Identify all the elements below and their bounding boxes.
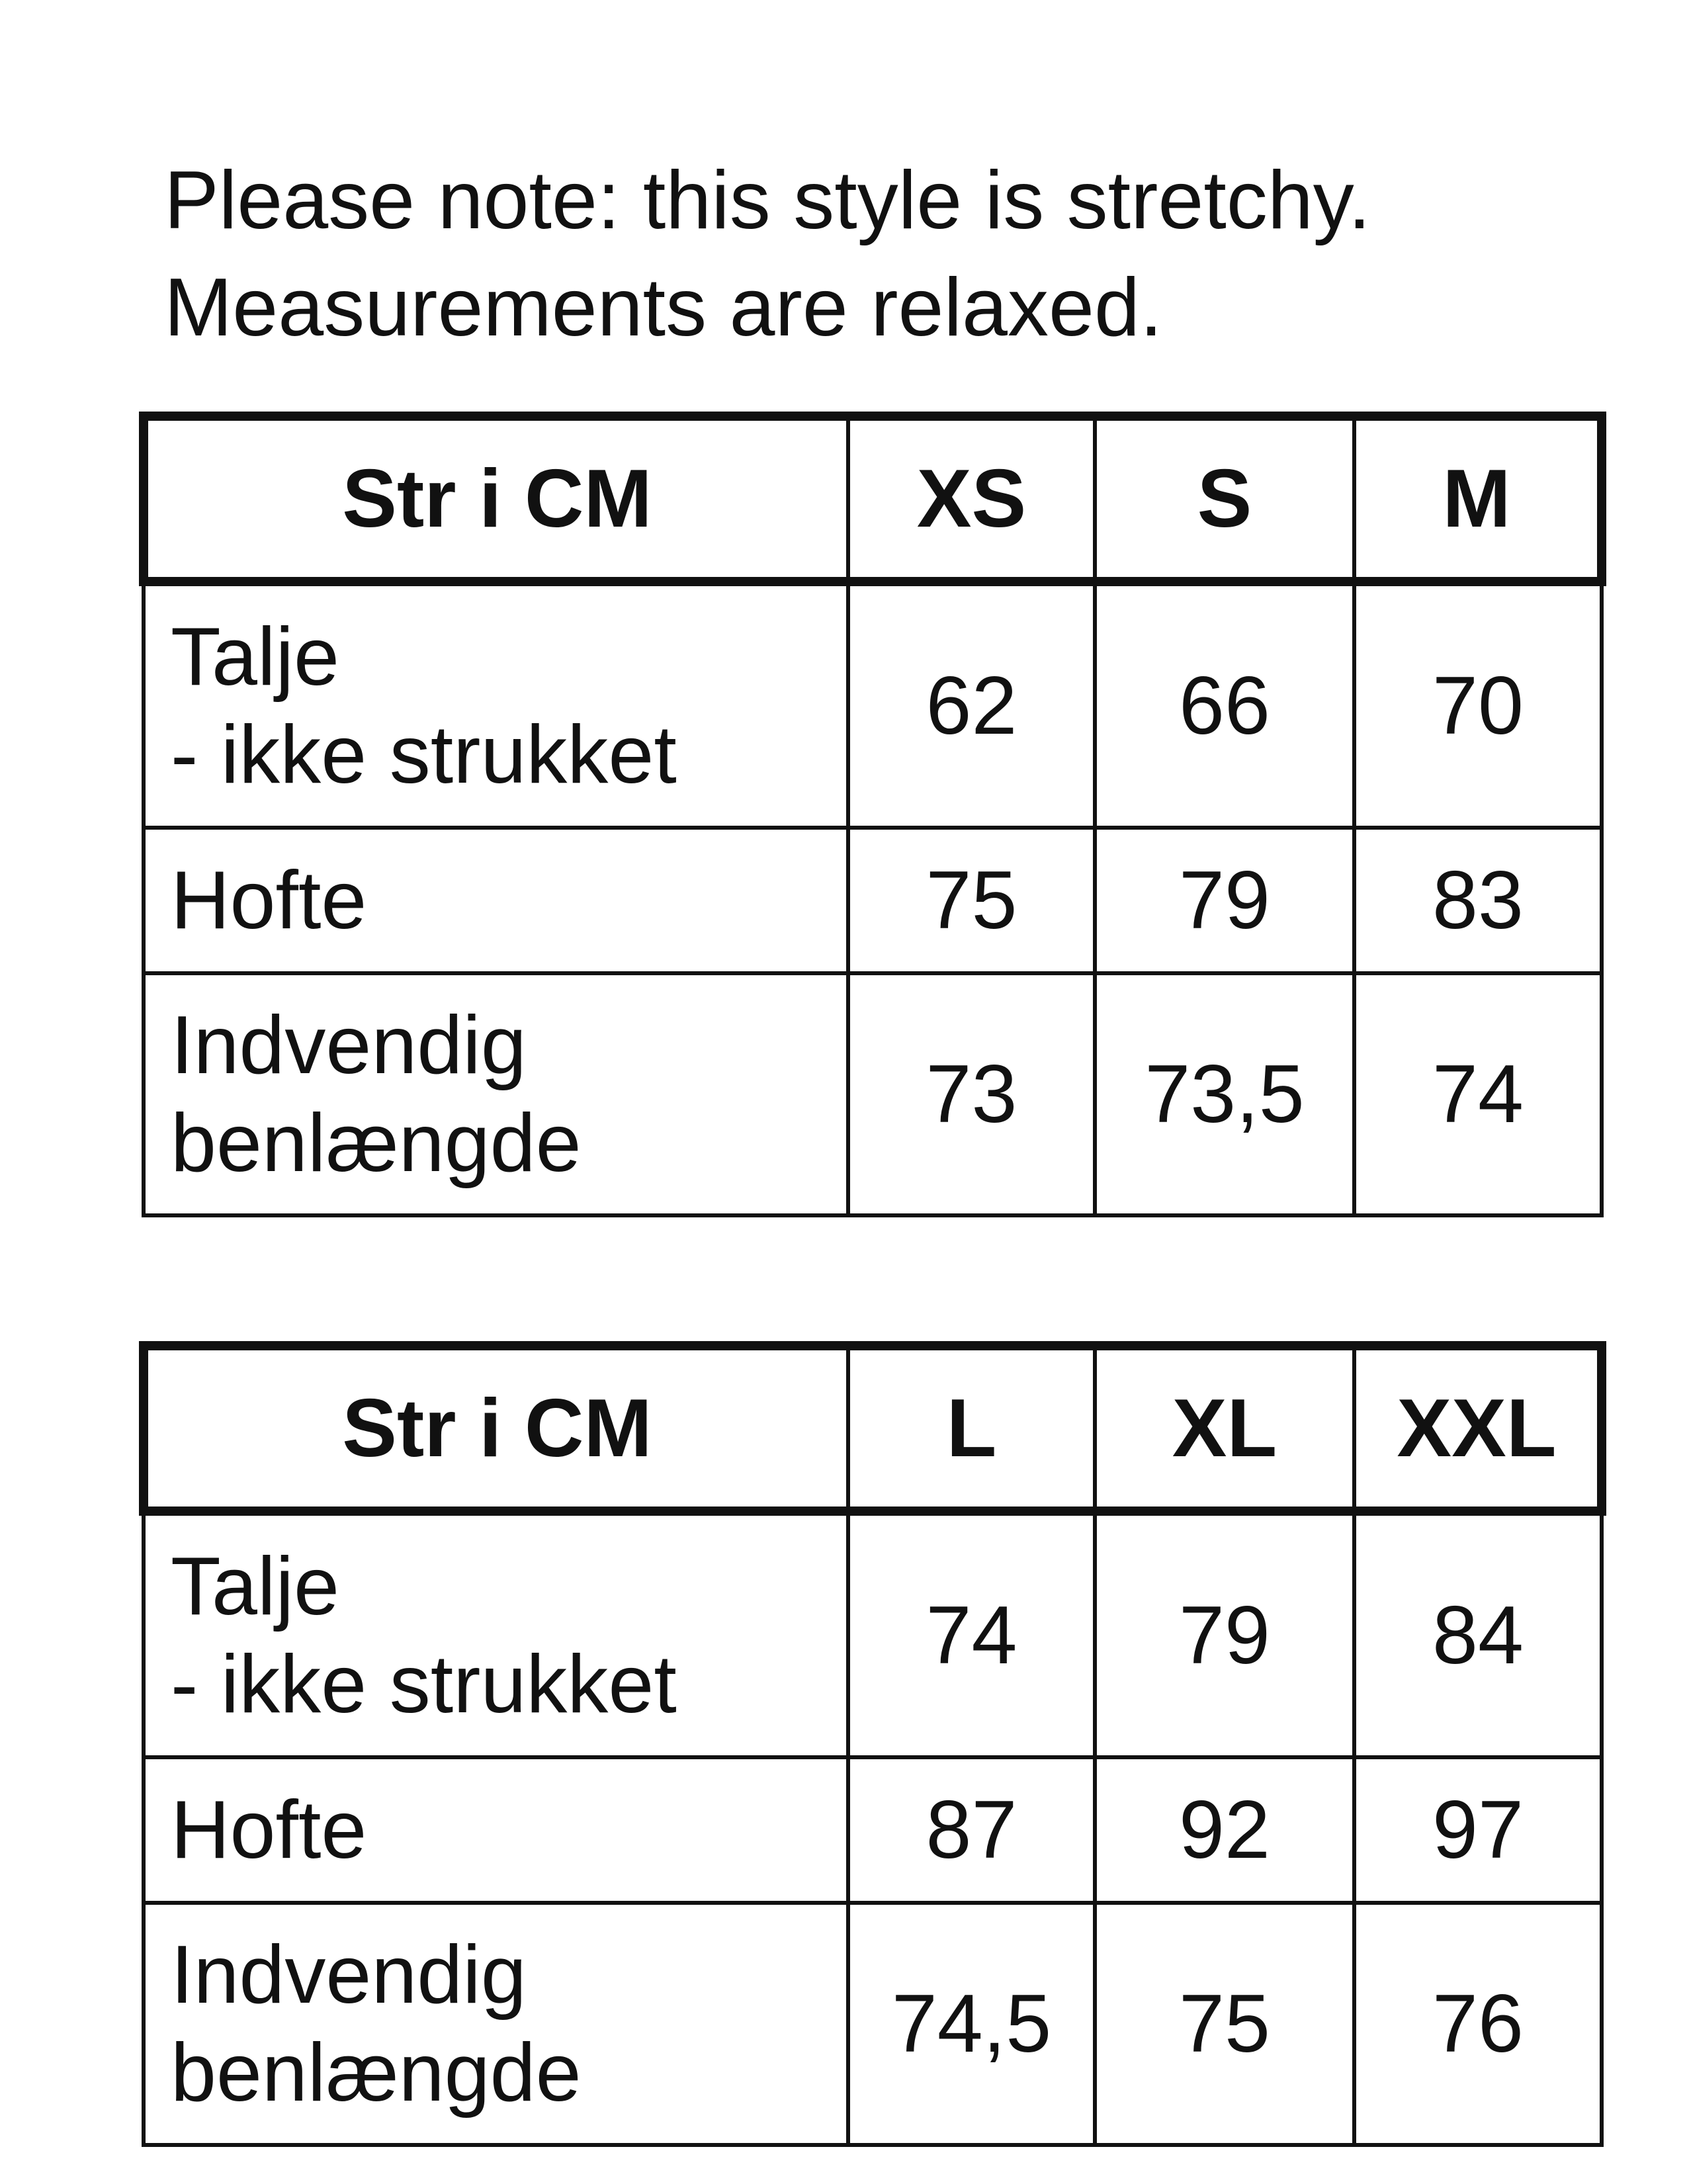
header-label-cell: Str i CM bbox=[144, 1346, 848, 1511]
row-label-cell bbox=[144, 1511, 848, 1757]
table-row bbox=[144, 582, 1602, 828]
row-label-cell bbox=[144, 1903, 848, 2145]
value-cell: 73,5 bbox=[1095, 973, 1354, 1215]
value-cell: 92 bbox=[1095, 1757, 1354, 1903]
value-cell: 97 bbox=[1354, 1757, 1602, 1903]
size-header-cell: L bbox=[848, 1346, 1095, 1511]
size-header-cell: XS bbox=[848, 416, 1095, 582]
value-cell: 74 bbox=[1354, 973, 1602, 1215]
size-table-2 bbox=[139, 1341, 1606, 2147]
value-cell: 83 bbox=[1354, 828, 1602, 973]
value-cell: 73 bbox=[848, 973, 1095, 1215]
table-row bbox=[144, 973, 1602, 1215]
value-cell: 66 bbox=[1095, 582, 1354, 828]
value-cell: 76 bbox=[1354, 1903, 1602, 2145]
table-header-row bbox=[144, 416, 1602, 582]
row-label-cell bbox=[144, 582, 848, 828]
size-table-1 bbox=[139, 412, 1606, 1217]
row-label-line: Hofte bbox=[171, 855, 367, 946]
table-row bbox=[144, 1511, 1602, 1757]
table-row bbox=[144, 1903, 1602, 2145]
size-header-cell: S bbox=[1095, 416, 1354, 582]
value-cell: 79 bbox=[1095, 828, 1354, 973]
row-label-line: Hofte bbox=[171, 1784, 367, 1876]
row-label-line: benlængde bbox=[171, 2027, 582, 2118]
value-cell: 74,5 bbox=[848, 1903, 1095, 2145]
size-header-cell: XL bbox=[1095, 1346, 1354, 1511]
row-label-line: Indvendig bbox=[171, 1000, 527, 1091]
row-label-line: Talje bbox=[171, 1541, 340, 1632]
value-cell: 79 bbox=[1095, 1511, 1354, 1757]
row-label-line: Indvendig bbox=[171, 1929, 527, 2021]
value-cell: 87 bbox=[848, 1757, 1095, 1903]
value-cell: 84 bbox=[1354, 1511, 1602, 1757]
value-cell: 74 bbox=[848, 1511, 1095, 1757]
row-label-cell bbox=[144, 1757, 848, 1903]
row-label-line: Talje bbox=[171, 611, 340, 703]
note-line-1: Please note: this style is stretchy. bbox=[164, 155, 1371, 246]
note-line-2: Measurements are relaxed. bbox=[164, 262, 1163, 353]
row-label-line: benlængde bbox=[171, 1098, 582, 1189]
table-header-row bbox=[144, 1346, 1602, 1511]
row-label-line: - ikke strukket bbox=[171, 709, 677, 801]
row-label-line: - ikke strukket bbox=[171, 1639, 677, 1730]
header-label-cell: Str i CM bbox=[144, 416, 848, 582]
table-row bbox=[144, 1757, 1602, 1903]
stretch-note bbox=[164, 147, 1586, 361]
value-cell: 70 bbox=[1354, 582, 1602, 828]
value-cell: 75 bbox=[848, 828, 1095, 973]
row-label-cell bbox=[144, 973, 848, 1215]
size-header-cell: M bbox=[1354, 416, 1602, 582]
value-cell: 62 bbox=[848, 582, 1095, 828]
size-header-cell: XXL bbox=[1354, 1346, 1602, 1511]
table-row bbox=[144, 828, 1602, 973]
row-label-cell bbox=[144, 828, 848, 973]
value-cell: 75 bbox=[1095, 1903, 1354, 2145]
